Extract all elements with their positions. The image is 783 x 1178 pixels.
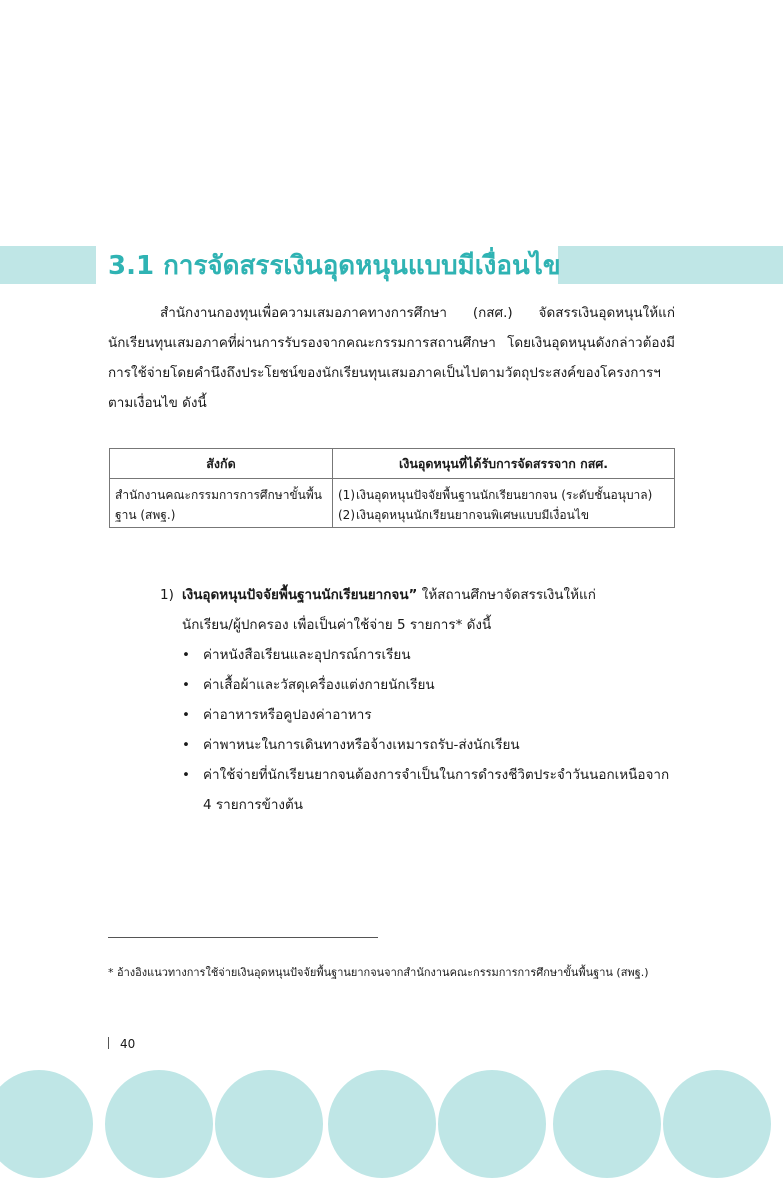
title-band-right	[558, 246, 783, 284]
title-band-left	[0, 246, 96, 284]
table-row	[110, 479, 675, 528]
list-item-text: ค่าอาหารหรือคูปองค่าอาหาร	[203, 707, 372, 723]
page-number-bar	[108, 1037, 109, 1049]
funding-item-number: (1)	[338, 488, 355, 502]
list-item	[182, 670, 675, 700]
page-number	[108, 1037, 135, 1051]
list-item-text: ค่าเสื้อผ้าและวัสดุเครื่องแต่งกายนักเรียน	[203, 677, 435, 693]
subsection-heading: เงินอุดหนุนปัจจัยพื้นฐานนักเรียนยากจน”	[182, 587, 418, 603]
subsection-1	[160, 580, 675, 640]
table-header-row	[110, 449, 675, 479]
decorative-arc	[0, 1070, 93, 1178]
funding-item	[338, 485, 669, 505]
intro-paragraph	[108, 298, 675, 418]
list-item-text: ค่าใช้จ่ายที่นักเรียนยากจนต้องการจำเป็นในการดำรงชีวิตประจำวันนอกเหนือจาก 4 รายการข้างต้น	[203, 767, 670, 813]
bullet-icon: •	[182, 677, 190, 693]
bullet-icon: •	[182, 767, 190, 783]
decorative-arc	[215, 1070, 323, 1178]
bullet-icon: •	[182, 707, 190, 723]
funding-item	[338, 505, 669, 525]
decorative-arc	[553, 1070, 661, 1178]
page-number-text: 40	[120, 1037, 136, 1051]
funding-item-number: (2)	[338, 508, 355, 522]
list-item	[182, 730, 675, 760]
decorative-arc	[438, 1070, 546, 1178]
bullet-icon: •	[182, 647, 190, 663]
subsection-continuation: นักเรียน/ผู้ปกครอง เพื่อเป็นค่าใช้จ่าย 5 รายการ* ดังนี้	[182, 617, 492, 633]
table-cell-agency: สำนักงานคณะกรรมการการศึกษาขั้นพื้นฐาน (สพฐ.)	[110, 479, 333, 528]
subsection-text: ให้สถานศึกษาจัดสรรเงินให้แก่	[417, 587, 596, 603]
table-header-agency: สังกัด	[110, 449, 333, 479]
allocation-table	[109, 448, 675, 528]
funding-item-text: เงินอุดหนุนปัจจัยพื้นฐานนักเรียนยากจน (ระดับชั้นอนุบาล)	[356, 488, 653, 502]
table-header-funding: เงินอุดหนุนที่ได้รับการจัดสรรจาก กสศ.	[333, 449, 675, 479]
list-item	[182, 640, 675, 670]
section-title: 3.1 การจัดสรรเงินอุดหนุนแบบมีเงื่อนไข	[108, 251, 561, 281]
subsection-number: 1)	[160, 587, 174, 603]
bullet-icon: •	[182, 737, 190, 753]
funding-item-text: เงินอุดหนุนนักเรียนยากจนพิเศษแบบมีเงื่อนไข	[356, 508, 590, 522]
intro-text: สำนักงานกองทุนเพื่อความเสมอภาคทางการศึกษา (กสศ.) จัดสรรเงินอุดหนุนให้แก่นักเรียนทุนเสมอภาคที่ผ่านการรับรองจากคณะกรรมการสถานศึกษา โดยเงินอุดหนุนดังกล่าวต้องมีการใช้จ่ายโดยคำนึงถึงประโยชน์ของนักเรียนทุนเสมอภาคเป็นไปตามวัตถุประสงค์ของโครงการฯ ตามเงื่อนไข ดังนี้	[108, 305, 675, 411]
list-item	[182, 760, 675, 820]
footnote: * อ้างอิงแนวทางการใช้จ่ายเงินอุดหนุนปัจจัยพื้นฐานยากจนจากสำนักงานคณะกรรมการการศึกษาขั้นพื้นฐาน (สพฐ.)	[108, 966, 649, 979]
table-cell-funding	[333, 479, 675, 528]
list-item-text: ค่าหนังสือเรียนและอุปกรณ์การเรียน	[203, 647, 411, 663]
decorative-arc	[663, 1070, 771, 1178]
decorative-arc	[105, 1070, 213, 1178]
decorative-arc	[328, 1070, 436, 1178]
footnote-divider	[108, 937, 378, 938]
list-item-text: ค่าพาหนะในการเดินทางหรือจ้างเหมารถรับ-ส่งนักเรียน	[203, 737, 520, 753]
list-item	[182, 700, 675, 730]
expense-list	[182, 640, 675, 820]
